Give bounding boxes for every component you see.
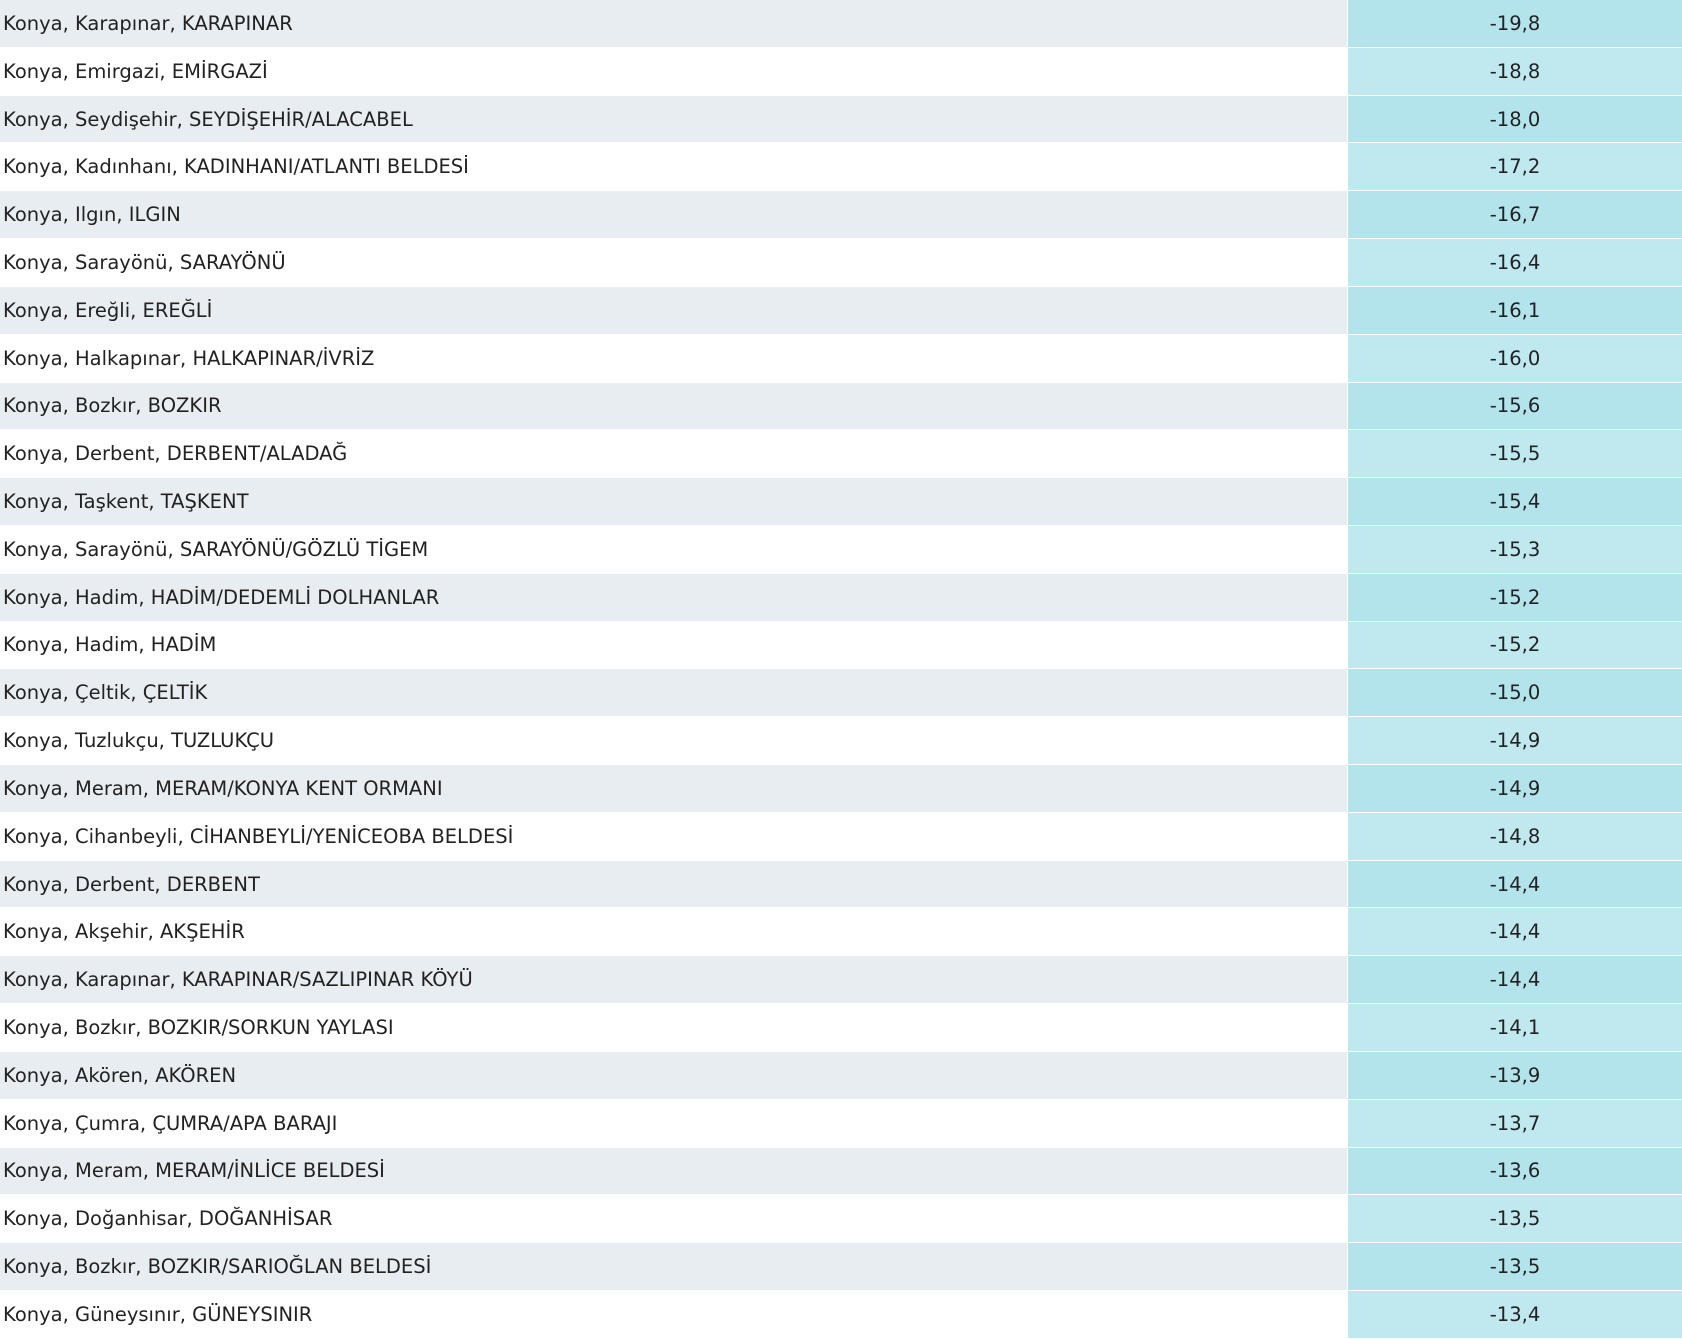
temperature-value-cell: -13,5 (1348, 1243, 1682, 1290)
table-row (0, 956, 1682, 1004)
temperature-value-cell: -16,7 (1348, 191, 1682, 238)
location-cell: Konya, Cihanbeyli, CİHANBEYLİ/YENİCEOBA BELDESİ (0, 813, 1348, 860)
temperature-value-cell: -13,6 (1348, 1148, 1682, 1195)
location-cell: Konya, Hadim, HADİM/DEDEMLİ DOLHANLAR (0, 574, 1348, 621)
location-cell: Konya, Sarayönü, SARAYÖNÜ (0, 239, 1348, 286)
location-cell: Konya, Karapınar, KARAPINAR/SAZLIPINAR KÖYÜ (0, 956, 1348, 1003)
location-cell: Konya, Çumra, ÇUMRA/APA BARAJI (0, 1100, 1348, 1147)
table-row (0, 0, 1682, 48)
table-row (0, 813, 1682, 861)
temperature-value-cell: -17,2 (1348, 143, 1682, 190)
temperature-value-cell: -16,1 (1348, 287, 1682, 334)
table-row (0, 287, 1682, 335)
temperature-value-cell: -19,8 (1348, 0, 1682, 47)
table-row (0, 335, 1682, 383)
table-row (0, 1052, 1682, 1100)
table-row (0, 191, 1682, 239)
location-cell: Konya, Güneysınır, GÜNEYSINIR (0, 1291, 1348, 1338)
location-cell: Konya, Taşkent, TAŞKENT (0, 478, 1348, 525)
table-row (0, 478, 1682, 526)
location-cell: Konya, Akşehir, AKŞEHİR (0, 908, 1348, 955)
temperature-value-cell: -14,9 (1348, 717, 1682, 764)
table-row (0, 1195, 1682, 1243)
table-row (0, 430, 1682, 478)
location-cell: Konya, Hadim, HADİM (0, 622, 1348, 669)
temperature-value-cell: -13,5 (1348, 1195, 1682, 1242)
location-cell: Konya, Ereğli, EREĞLİ (0, 287, 1348, 334)
table-row (0, 765, 1682, 813)
temperature-value-cell: -14,9 (1348, 765, 1682, 812)
location-cell: Konya, Emirgazi, EMİRGAZİ (0, 48, 1348, 95)
table-row (0, 48, 1682, 96)
temperature-value-cell: -14,8 (1348, 813, 1682, 860)
temperature-value-cell: -15,3 (1348, 526, 1682, 573)
temperature-value-cell: -14,4 (1348, 861, 1682, 908)
location-cell: Konya, Ilgın, ILGIN (0, 191, 1348, 238)
temperature-value-cell: -15,2 (1348, 574, 1682, 621)
table-row (0, 1243, 1682, 1291)
location-cell: Konya, Çeltik, ÇELTİK (0, 669, 1348, 716)
location-cell: Konya, Sarayönü, SARAYÖNÜ/GÖZLÜ TİGEM (0, 526, 1348, 573)
temperature-value-cell: -15,6 (1348, 383, 1682, 430)
table-row (0, 1100, 1682, 1148)
table-row (0, 669, 1682, 717)
temperature-value-cell: -14,1 (1348, 1004, 1682, 1051)
temperature-value-cell: -18,0 (1348, 96, 1682, 143)
location-cell: Konya, Meram, MERAM/KONYA KENT ORMANI (0, 765, 1348, 812)
temperature-value-cell: -14,4 (1348, 908, 1682, 955)
temperature-value-cell: -14,4 (1348, 956, 1682, 1003)
location-cell: Konya, Bozkır, BOZKIR/SARIOĞLAN BELDESİ (0, 1243, 1348, 1290)
table-row (0, 861, 1682, 909)
temperature-value-cell: -15,5 (1348, 430, 1682, 477)
table-row (0, 622, 1682, 670)
table-row (0, 383, 1682, 431)
location-cell: Konya, Doğanhisar, DOĞANHİSAR (0, 1195, 1348, 1242)
temperature-value-cell: -15,2 (1348, 622, 1682, 669)
location-cell: Konya, Seydişehir, SEYDİŞEHİR/ALACABEL (0, 96, 1348, 143)
temperature-value-cell: -13,4 (1348, 1291, 1682, 1338)
location-cell: Konya, Kadınhanı, KADINHANI/ATLANTI BELDESİ (0, 143, 1348, 190)
table-row (0, 96, 1682, 144)
table-row (0, 239, 1682, 287)
location-cell: Konya, Bozkır, BOZKIR/SORKUN YAYLASI (0, 1004, 1348, 1051)
temperature-value-cell: -13,9 (1348, 1052, 1682, 1099)
table-row (0, 1148, 1682, 1196)
table-row (0, 526, 1682, 574)
table-row (0, 143, 1682, 191)
table-row (0, 908, 1682, 956)
table-row (0, 574, 1682, 622)
location-cell: Konya, Akören, AKÖREN (0, 1052, 1348, 1099)
location-cell: Konya, Derbent, DERBENT (0, 861, 1348, 908)
location-cell: Konya, Meram, MERAM/İNLİCE BELDESİ (0, 1148, 1348, 1195)
temperature-value-cell: -18,8 (1348, 48, 1682, 95)
temperature-value-cell: -16,4 (1348, 239, 1682, 286)
location-cell: Konya, Tuzlukçu, TUZLUKÇU (0, 717, 1348, 764)
location-cell: Konya, Karapınar, KARAPINAR (0, 0, 1348, 47)
temperature-value-cell: -15,4 (1348, 478, 1682, 525)
table-row (0, 1291, 1682, 1339)
temperature-value-cell: -15,0 (1348, 669, 1682, 716)
temperature-value-cell: -16,0 (1348, 335, 1682, 382)
table-row (0, 1004, 1682, 1052)
location-cell: Konya, Halkapınar, HALKAPINAR/İVRİZ (0, 335, 1348, 382)
location-cell: Konya, Derbent, DERBENT/ALADAĞ (0, 430, 1348, 477)
temperature-value-cell: -13,7 (1348, 1100, 1682, 1147)
table-row (0, 717, 1682, 765)
location-cell: Konya, Bozkır, BOZKIR (0, 383, 1348, 430)
